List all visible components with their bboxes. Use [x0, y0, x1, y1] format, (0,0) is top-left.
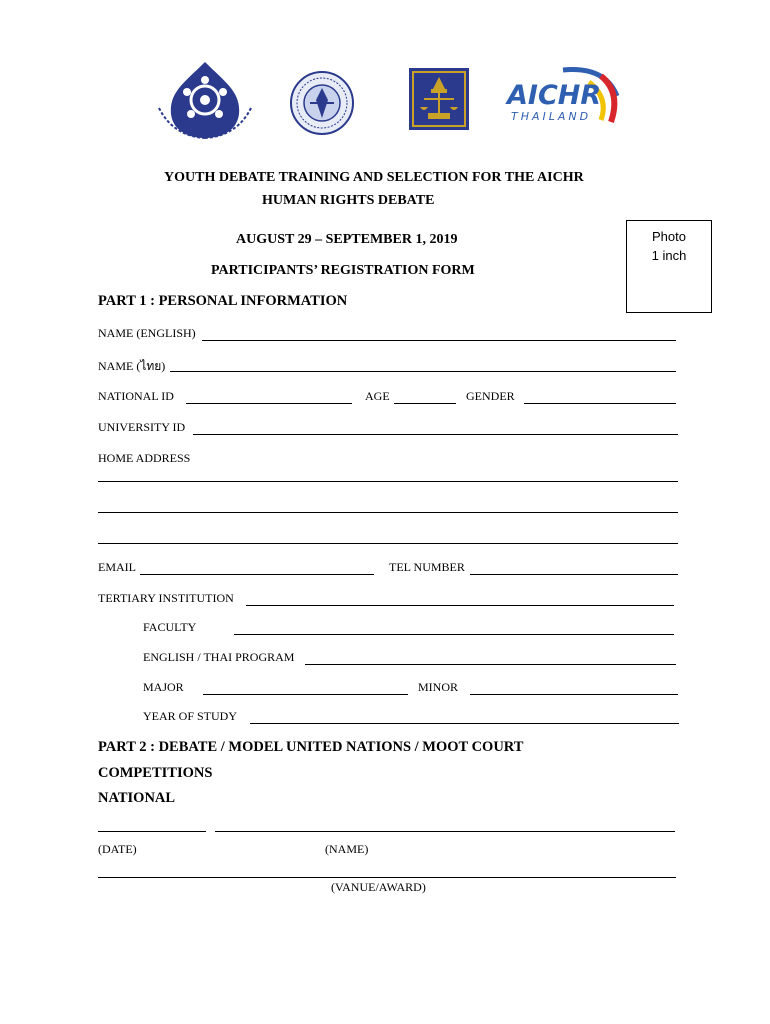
label-date: (DATE): [98, 842, 137, 856]
part2-heading-line1: PART 2 : DEBATE / MODEL UNITED NATIONS / MOOT COURT: [98, 739, 524, 755]
photo-box-line2: 1 inch: [651, 248, 687, 263]
label-venue-award: (VANUE/AWARD): [331, 880, 426, 894]
label-university-id: UNIVERSITY ID: [98, 420, 186, 434]
label-minor: MINOR: [418, 680, 459, 694]
part2-heading-line2: COMPETITIONS: [98, 765, 213, 781]
label-home-address: HOME ADDRESS: [98, 451, 191, 465]
title-line-1: YOUTH DEBATE TRAINING AND SELECTION FOR THE AICHR: [164, 170, 584, 185]
field-age[interactable]: [394, 403, 456, 404]
logo-rights-department: [408, 67, 470, 143]
label-gender: GENDER: [466, 389, 515, 403]
label-age: AGE: [365, 389, 390, 403]
field-national-name[interactable]: [215, 831, 675, 832]
field-home-address-2[interactable]: [98, 512, 678, 513]
label-year-of-study: YEAR OF STUDY: [143, 709, 238, 723]
logo-thailand-text: THAILAND: [511, 110, 592, 123]
logo-aichr-thailand: [505, 62, 625, 134]
label-name: (NAME): [325, 842, 369, 856]
field-year-of-study[interactable]: [250, 723, 679, 724]
logo-aichr-text: AICHR: [507, 80, 602, 111]
field-venue-award[interactable]: [98, 877, 676, 878]
photo-box-line1: Photo: [652, 229, 686, 244]
label-email: EMAIL: [98, 560, 136, 574]
field-home-address-3[interactable]: [98, 543, 678, 544]
photo-box[interactable]: [626, 220, 712, 313]
logo-university-lotus: [155, 58, 255, 140]
part1-heading: PART 1 : PERSONAL INFORMATION: [98, 293, 348, 309]
field-name-english[interactable]: [202, 340, 676, 341]
field-program[interactable]: [305, 664, 676, 665]
label-tertiary-institution: TERTIARY INSTITUTION: [98, 591, 234, 605]
form-title: PARTICIPANTS’ REGISTRATION FORM: [211, 263, 475, 278]
field-email[interactable]: [140, 574, 374, 575]
title-line-2: HUMAN RIGHTS DEBATE: [262, 193, 435, 208]
field-major[interactable]: [203, 694, 408, 695]
field-gender[interactable]: [524, 403, 676, 404]
field-national-date[interactable]: [98, 831, 206, 832]
event-dates: AUGUST 29 – SEPTEMBER 1, 2019: [236, 232, 458, 247]
national-heading: NATIONAL: [98, 790, 176, 806]
field-university-id[interactable]: [193, 434, 678, 435]
field-tel-number[interactable]: [470, 574, 678, 575]
label-name-english: NAME (ENGLISH): [98, 326, 196, 340]
field-minor[interactable]: [470, 694, 678, 695]
field-tertiary-institution[interactable]: [246, 605, 674, 606]
label-tel-number: TEL NUMBER: [389, 560, 465, 574]
label-program: ENGLISH / THAI PROGRAM: [143, 650, 295, 664]
field-faculty[interactable]: [234, 634, 674, 635]
field-home-address-1[interactable]: [98, 481, 678, 482]
field-name-thai[interactable]: [170, 371, 676, 372]
label-faculty: FACULTY: [143, 620, 197, 634]
label-major: MAJOR: [143, 680, 184, 694]
label-national-id: NATIONAL ID: [98, 389, 174, 403]
field-national-id[interactable]: [186, 403, 352, 404]
label-name-thai: NAME (ไทย): [98, 359, 166, 373]
logo-government-seal: [290, 70, 354, 136]
